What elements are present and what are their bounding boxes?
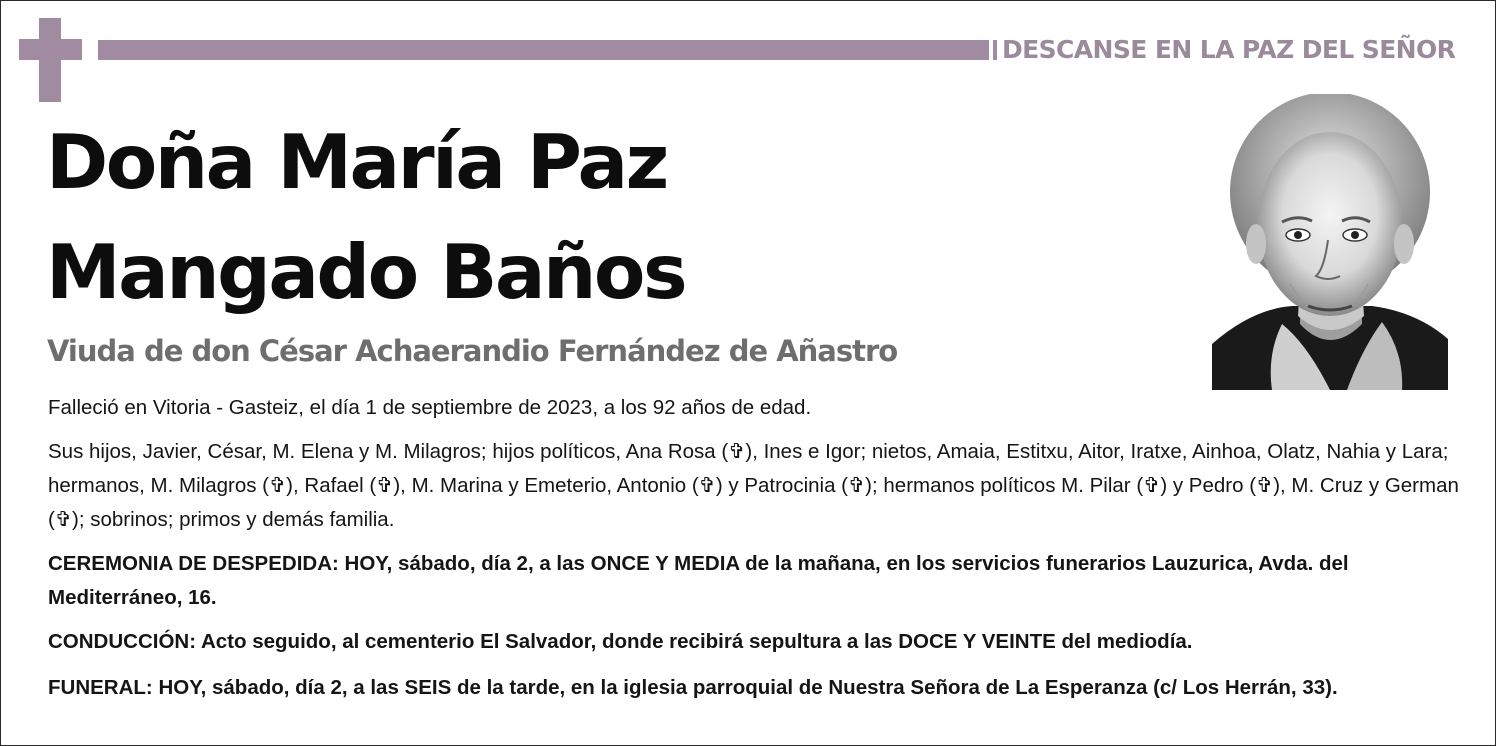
- ceremony-paragraph: CEREMONIA DE DESPEDIDA: HOY, sábado, día 2, a las ONCE Y MEDIA de la mañana, en los servicios funerarios Lauzurica, Avda. del Mediterráneo, 16.: [48, 552, 1349, 609]
- header-rule-notch: [993, 40, 997, 60]
- death-paragraph: Falleció en Vitoria - Gasteiz, el día 1 de septiembre de 2023, a los 92 años de edad.: [48, 396, 812, 419]
- deceased-name-line2: Mangado Baños: [46, 228, 686, 316]
- cross-icon: [39, 18, 61, 102]
- header-rule: [98, 40, 989, 60]
- deceased-name: [46, 107, 685, 327]
- deceased-name-line1: Doña María Paz: [46, 118, 667, 206]
- family-paragraph: Sus hijos, Javier, César, M. Elena y M. Milagros; hijos políticos, Ana Rosa (✞), Ines e Igor; nietos, Amaia, Estitxu, Aitor, Iratxe, Ainhoa, Olatz, Nahia y Lara; hermanos, M. Milagros (✞), Rafael (✞), M. Marina y Emeterio, Antonio (✞) y Patrocinia (✞); hermanos políticos M. Pilar (✞) y Pedro (✞), M. Cruz y German (✞); sobrinos; primos y demás familia.: [48, 440, 1459, 531]
- conduction-paragraph: CONDUCCIÓN: Acto seguido, al cementerio El Salvador, donde recibirá sepultura a las DOCE Y VEINTE del mediodía.: [48, 630, 1193, 653]
- header-tagline: DESCANSE EN LA PAZ DEL SEÑOR: [1002, 35, 1456, 64]
- portrait-photo: [1212, 94, 1448, 390]
- portrait-photo-icon: [1212, 94, 1448, 390]
- widow-subtitle: Viuda de don César Achaerandio Fernández de Añastro: [47, 334, 898, 368]
- cross-icon-arm: [19, 39, 82, 60]
- funeral-paragraph: FUNERAL: HOY, sábado, día 2, a las SEIS de la tarde, en la iglesia parroquial de Nuestra Señora de La Esperanza (c/ Los Herrán, 33).: [48, 676, 1338, 699]
